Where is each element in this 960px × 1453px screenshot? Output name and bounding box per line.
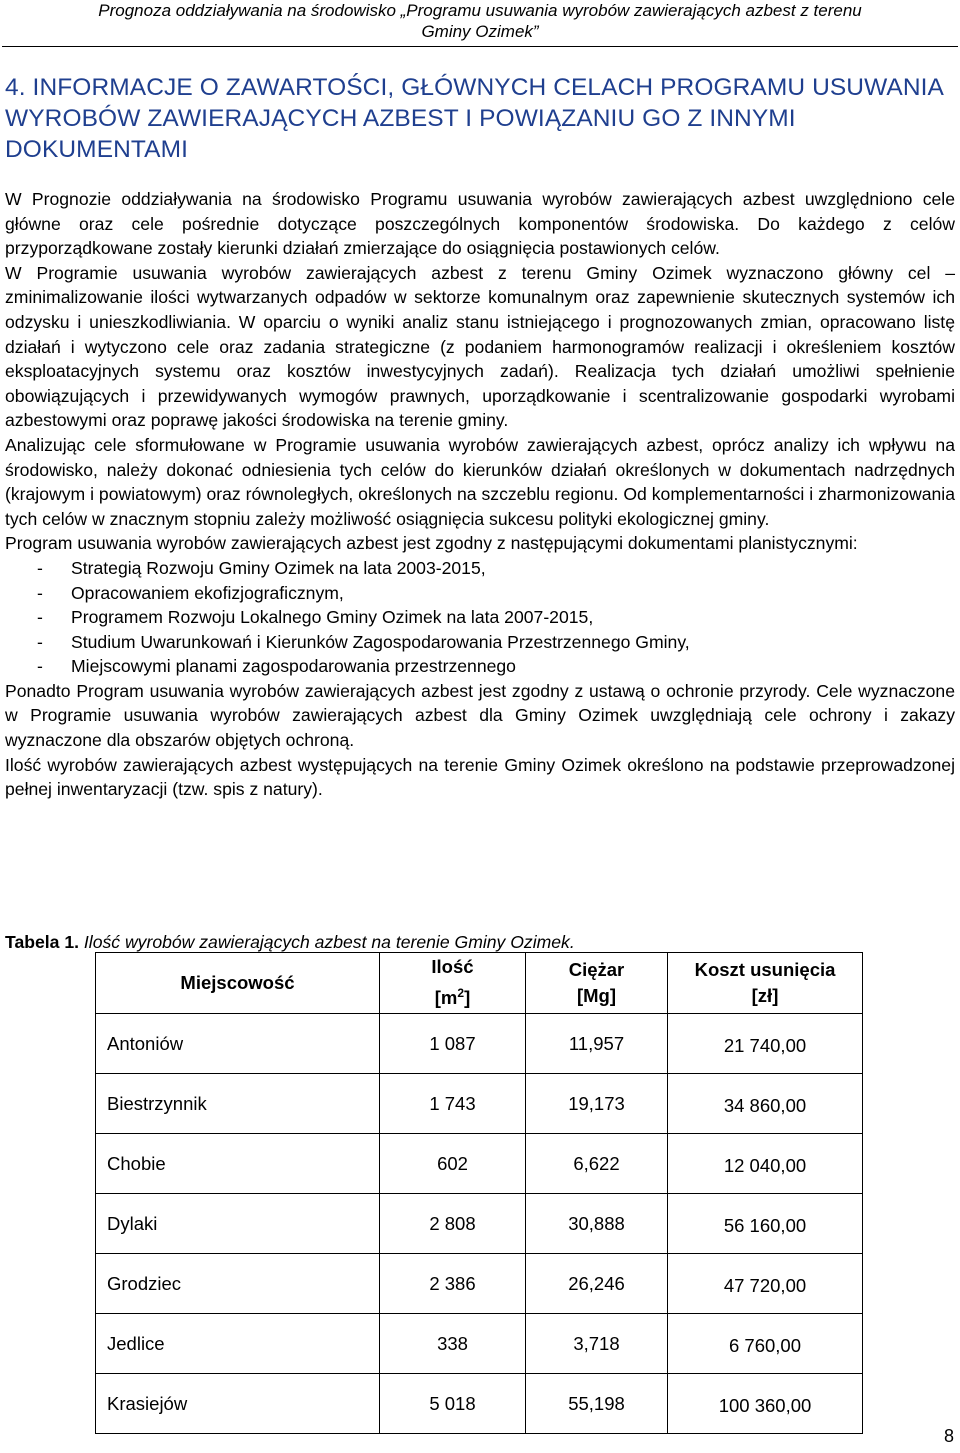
cell-mass: 19,173: [526, 1074, 668, 1134]
cell-area: 2 386: [380, 1254, 526, 1314]
list-item: [5, 630, 955, 655]
cell-area: 1 743: [380, 1074, 526, 1134]
cell-area: 2 808: [380, 1194, 526, 1254]
list-item: [5, 605, 955, 630]
table-caption-text: Ilość wyrobów zawierających azbest na terenie Gminy Ozimek.: [83, 932, 575, 952]
cell-mass: 30,888: [526, 1194, 668, 1254]
cell-cost: 21 740,00: [668, 1014, 863, 1074]
header-cost-unit: [zł]: [751, 985, 779, 1006]
running-header: [0, 0, 960, 42]
cell-mass: 55,198: [526, 1374, 668, 1434]
header-place-label: Miejscowość: [180, 972, 295, 993]
running-header-line-2: Gminy Ozimek”: [421, 22, 539, 41]
cell-cost: 47 720,00: [668, 1254, 863, 1314]
list-item-text: Opracowaniem ekofizjograficznym,: [71, 582, 344, 603]
list-item: [5, 581, 955, 606]
list-item-text: Strategią Rozwoju Gminy Ozimek na lata 2003-2015,: [71, 557, 486, 578]
header-area: [380, 953, 526, 1014]
cell-place: Dylaki: [96, 1194, 380, 1254]
table-row: [96, 1134, 863, 1194]
cell-cost: 34 860,00: [668, 1074, 863, 1134]
cell-place: Jedlice: [96, 1314, 380, 1374]
cell-cost: 56 160,00: [668, 1194, 863, 1254]
asbestos-table: [95, 952, 863, 1434]
cell-place: Chobie: [96, 1134, 380, 1194]
header-mass-label: Ciężar: [568, 959, 625, 980]
table-row: [96, 1074, 863, 1134]
list-dash: -: [37, 607, 43, 628]
paragraph-intro: W Prognozie oddziaływania na środowisko Programu usuwania wyrobów zawierających azbest uwzględniono cele główne oraz cele pośrednie dotyczące poszczególnych komponentów środowiska. Do każdego z celów przyporządkowane zostały kierunki działań zmierzające do osiągnięcia postawionych celów.: [5, 189, 955, 259]
running-header-line-1: Prognoza oddziaływania na środowisko „Programu usuwania wyrobów zawierających azbest z terenu: [98, 1, 862, 20]
cell-mass: 3,718: [526, 1314, 668, 1374]
cell-area: 602: [380, 1134, 526, 1194]
page-number: 8: [943, 1426, 954, 1446]
body-text: [5, 187, 955, 802]
header-cost: [668, 953, 863, 1014]
table-caption-label: Tabela 1.: [5, 932, 79, 952]
table-caption: [5, 930, 575, 954]
header-divider: [2, 46, 958, 47]
cell-cost: 6 760,00: [668, 1314, 863, 1374]
cell-area: 1 087: [380, 1014, 526, 1074]
cell-mass: 11,957: [526, 1014, 668, 1074]
paragraph-program-goal: W Programie usuwania wyrobów zawierających azbest z terenu Gminy Ozimek wyznaczono główny cel – zminimalizowanie ilości wytwarzanych odpadów w sektorze komunalnym oraz zapewnienie skutecznych systemów ich odzysku i unieszkodliwiania. W oparciu o wyniki analiz stanu istniejącego i prognozowanych zmian, opracowano listę działań i wytyczono cele oraz zadania strategiczne (z podaniem harmonogramów realizacji i określeniem kosztów eksploatacyjnych systemu oraz kosztów inwestycyjnych zadań). Realizacja tych działań umożliwi spełnienie obowiązujących i przewidywanych wymogów prawnych, uporządkowanie i scentralizowanie gospodarki wyrobami azbestowymi oraz poprawę jakości środowiska na terenie gminy.: [5, 262, 955, 431]
header-mass: [526, 953, 668, 1014]
cell-cost: 100 360,00: [668, 1374, 863, 1434]
table-header-row: [96, 953, 863, 1014]
list-item: [5, 556, 955, 581]
paragraph-nature-protection: Ponadto Program usuwania wyrobów zawierających azbest jest zgodny z ustawą o ochronie przyrody. Cele wyznaczone w Programie usuwania wyrobów zawierających azbest dla Gminy Ozimek uwzględniają cele ochrony i zakazy wyznaczone dla obszarów objętych ochroną.: [5, 680, 955, 751]
header-area-label: Ilość: [431, 956, 474, 978]
cell-area: 338: [380, 1314, 526, 1374]
cell-place: Antoniów: [96, 1014, 380, 1074]
table-row: [96, 1194, 863, 1254]
cell-mass: 6,622: [526, 1134, 668, 1194]
list-item-text: Studium Uwarunkowań i Kierunków Zagospodarowania Przestrzennego Gminy,: [71, 631, 690, 652]
cell-place: Grodziec: [96, 1254, 380, 1314]
list-item: [5, 654, 955, 679]
list-dash: -: [37, 557, 43, 578]
cell-place: Krasiejów: [96, 1374, 380, 1434]
header-area-unit-post: ]: [464, 987, 471, 1009]
header-cost-label: Koszt usunięcia: [694, 959, 836, 980]
list-item-text: Miejscowymi planami zagospodarowania przestrzennego: [71, 656, 516, 677]
table-row: [96, 1254, 863, 1314]
table-row: [96, 1014, 863, 1074]
cell-cost: 12 040,00: [668, 1134, 863, 1194]
header-area-unit: [380, 980, 525, 1011]
list-item-text: Programem Rozwoju Lokalnego Gminy Ozimek na lata 2007-2015,: [71, 607, 594, 628]
paragraph-analysis: Analizując cele sformułowane w Programie usuwania wyrobów zawierających azbest, oprócz analizy ich wpływu na środowisko, należy dokonać odniesienia tych celów do kierunków działań określonych w dokumentach nadrzędnych (krajowym i powiatowym) oraz równoległych, określonych na szczeblu regionu. Od komplementarności i zharmonizowania tych celów w znacznym stopniu zależy możliwość osiągnięcia sukcesu polityki ekologicznej gminy.: [5, 434, 955, 529]
section-title: 4. INFORMACJE O ZAWARTOŚCI, GŁÓWNYCH CELACH PROGRAMU USUWANIA WYROBÓW ZAWIERAJĄCYCH AZBEST I POWIĄZANIU GO Z INNYMI DOKUMENTAMI: [5, 74, 943, 163]
header-area-unit-pre: [m: [434, 987, 458, 1009]
table-row: [96, 1314, 863, 1374]
planning-documents-list: [5, 556, 955, 679]
paragraph-compliance: Program usuwania wyrobów zawierających azbest jest zgodny z następującymi dokumentami planistycznymi:: [5, 533, 858, 554]
table-row: [96, 1374, 863, 1434]
cell-mass: 26,246: [526, 1254, 668, 1314]
paragraph-inventory: Ilość wyrobów zawierających azbest występujących na terenie Gminy Ozimek określono na podstawie przeprowadzonej pełnej inwentaryzacji (tzw. spis z natury).: [5, 754, 955, 800]
header-area-unit-sup: 2: [457, 986, 465, 1001]
header-mass-unit: [Mg]: [576, 985, 617, 1006]
cell-area: 5 018: [380, 1374, 526, 1434]
header-place: [96, 953, 380, 1014]
cell-place: Biestrzynnik: [96, 1074, 380, 1134]
list-dash: -: [37, 656, 43, 677]
list-dash: -: [37, 582, 43, 603]
list-dash: -: [37, 631, 43, 652]
